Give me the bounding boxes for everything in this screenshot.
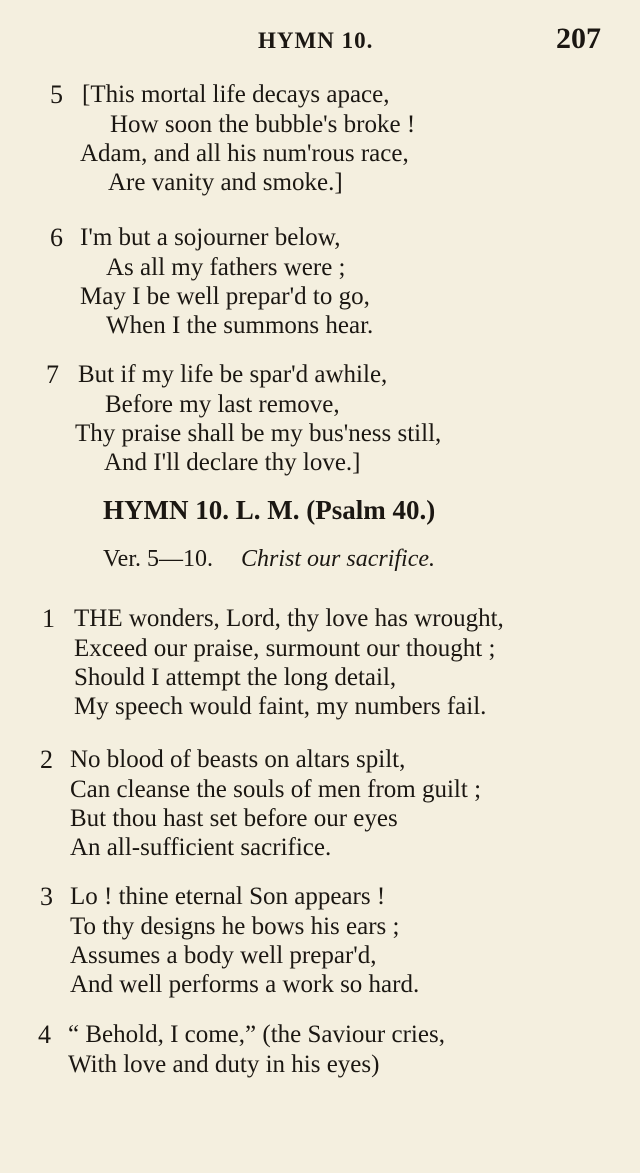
verse-line: Adam, and all his num'rous race,: [80, 140, 409, 167]
verse-line: [This mortal life decays apace,: [82, 81, 390, 108]
verse-line: Can cleanse the souls of men from guilt ;: [70, 776, 482, 803]
hymn-subheading: [103, 546, 435, 573]
verse-line: “ Behold, I come,” (the Saviour cries,: [68, 1021, 445, 1048]
verse-line: My speech would faint, my numbers fail.: [74, 693, 487, 720]
verse-line: But thou hast set before our eyes: [70, 805, 398, 832]
verse-line: Exceed our praise, surmount our thought ;: [74, 635, 496, 662]
page-number: 207: [556, 22, 601, 55]
verse-line: Lo ! thine eternal Son appears !: [70, 883, 386, 910]
stanza-number: 1: [42, 604, 55, 633]
verse-line: THE wonders, Lord, thy love has wrought,: [74, 605, 504, 632]
verse-line: Are vanity and smoke.]: [108, 169, 343, 196]
verse-line: An all-sufficient sacrifice.: [70, 834, 332, 861]
verse-line: Assumes a body well prepar'd,: [70, 942, 377, 969]
stanza-number: 6: [50, 223, 63, 252]
verse-line: And I'll declare thy love.]: [104, 449, 361, 476]
verse-line: Should I attempt the long detail,: [74, 664, 397, 691]
stanza-number: 5: [50, 80, 63, 109]
verse-line: As all my fathers were ;: [106, 254, 346, 281]
verse-line: May I be well prepar'd to go,: [80, 283, 370, 310]
page-header: [0, 22, 640, 62]
verse-line: And well performs a work so hard.: [70, 971, 420, 998]
verse-line: Thy praise shall be my bus'ness still,: [75, 420, 442, 447]
stanza-number: 3: [40, 882, 53, 911]
verse-line: When I the summons hear.: [106, 312, 374, 339]
verse-reference: Ver. 5—10.: [103, 546, 213, 572]
verse-line: No blood of beasts on altars spilt,: [70, 746, 406, 773]
verse-line: With love and duty in his eyes): [68, 1051, 380, 1078]
stanza-number: 7: [46, 360, 59, 389]
hymn-subtitle: Christ our sacrifice.: [241, 546, 436, 572]
stanza-number: 4: [38, 1020, 51, 1049]
verse-line: To thy designs he bows his ears ;: [70, 913, 400, 940]
verse-line: I'm but a sojourner below,: [80, 224, 341, 251]
stanza-number: 2: [40, 745, 53, 774]
verse-line: But if my life be spar'd awhile,: [78, 361, 388, 388]
verse-line: How soon the bubble's broke !: [110, 111, 416, 138]
verse-line: Before my last remove,: [105, 391, 340, 418]
running-title: HYMN 10.: [258, 28, 374, 53]
hymn-heading: HYMN 10. L. M. (Psalm 40.): [103, 495, 436, 525]
